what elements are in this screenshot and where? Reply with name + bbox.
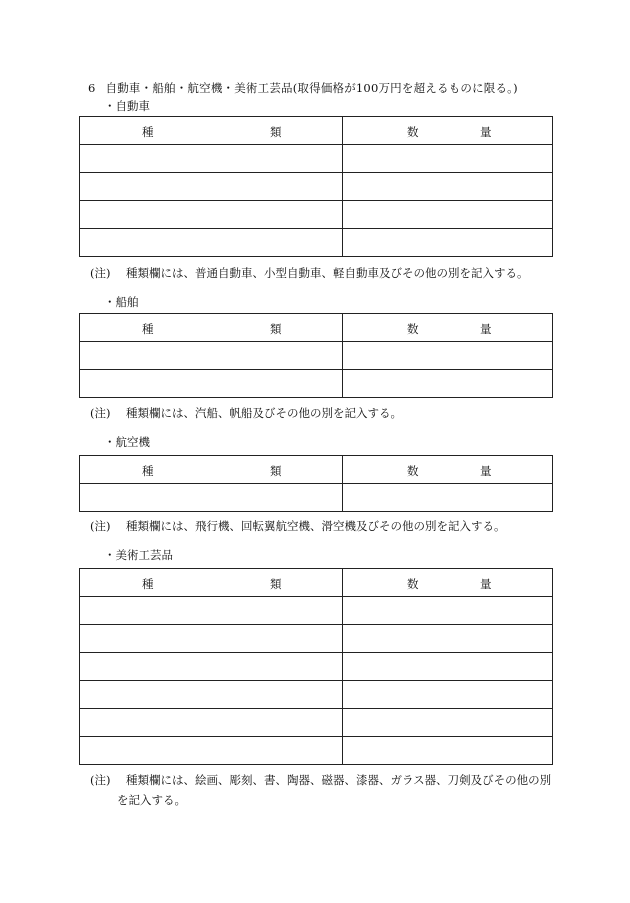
quantity-cell[interactable] bbox=[343, 625, 553, 653]
quantity-header: 数 量 bbox=[343, 314, 553, 342]
art-table bbox=[79, 568, 553, 765]
table-row bbox=[80, 201, 553, 229]
quantity-cell[interactable] bbox=[343, 597, 553, 625]
kind-cell[interactable] bbox=[80, 737, 343, 765]
kind-cell[interactable] bbox=[80, 484, 343, 512]
kind-header: 種 類 bbox=[80, 117, 343, 145]
kind-cell[interactable] bbox=[80, 370, 343, 398]
table-row bbox=[80, 737, 553, 765]
quantity-header: 数 量 bbox=[343, 569, 553, 597]
kind-cell[interactable] bbox=[80, 342, 343, 370]
quantity-cell[interactable] bbox=[343, 173, 553, 201]
quantity-cell[interactable] bbox=[343, 342, 553, 370]
table-row bbox=[80, 229, 553, 257]
quantity-cell[interactable] bbox=[343, 737, 553, 765]
table-row bbox=[80, 597, 553, 625]
art-label: ・美術工芸品 bbox=[104, 548, 173, 562]
quantity-header: 数 量 bbox=[343, 117, 553, 145]
kind-header: 種 類 bbox=[80, 569, 343, 597]
kind-header: 種 類 bbox=[80, 314, 343, 342]
aircraft-note: (注) 種類欄には、飛行機、回転翼航空機、滑空機及びその他の別を記入する。 bbox=[90, 519, 506, 533]
quantity-cell[interactable] bbox=[343, 201, 553, 229]
table-row bbox=[80, 653, 553, 681]
quantity-cell[interactable] bbox=[343, 653, 553, 681]
quantity-cell[interactable] bbox=[343, 681, 553, 709]
kind-cell[interactable] bbox=[80, 653, 343, 681]
quantity-header: 数 量 bbox=[343, 456, 553, 484]
section-heading bbox=[88, 80, 518, 96]
table-row bbox=[80, 484, 553, 512]
ships-label: ・船舶 bbox=[104, 295, 139, 309]
table-row bbox=[80, 173, 553, 201]
art-note-continued: を記入する。 bbox=[117, 793, 186, 807]
quantity-cell[interactable] bbox=[343, 229, 553, 257]
section-title: 自動車・船舶・航空機・美術工芸品(取得価格が100万円を超えるものに限る。) bbox=[105, 81, 518, 95]
ships-table bbox=[79, 313, 553, 398]
kind-cell[interactable] bbox=[80, 625, 343, 653]
table-header-row bbox=[80, 117, 553, 145]
kind-cell[interactable] bbox=[80, 681, 343, 709]
kind-cell[interactable] bbox=[80, 145, 343, 173]
cars-label: ・自動車 bbox=[104, 99, 150, 113]
ships-note: (注) 種類欄には、汽船、帆船及びその他の別を記入する。 bbox=[90, 406, 402, 420]
kind-cell[interactable] bbox=[80, 229, 343, 257]
table-row bbox=[80, 342, 553, 370]
kind-cell[interactable] bbox=[80, 709, 343, 737]
quantity-cell[interactable] bbox=[343, 145, 553, 173]
table-row bbox=[80, 625, 553, 653]
kind-cell[interactable] bbox=[80, 173, 343, 201]
table-header-row bbox=[80, 314, 553, 342]
table-row bbox=[80, 145, 553, 173]
cars-note: (注) 種類欄には、普通自動車、小型自動車、軽自動車及びその他の別を記入する。 bbox=[90, 266, 529, 280]
art-note: (注) 種類欄には、絵画、彫刻、書、陶器、磁器、漆器、ガラス器、刀剣及びその他の別 bbox=[90, 773, 552, 787]
quantity-cell[interactable] bbox=[343, 709, 553, 737]
kind-cell[interactable] bbox=[80, 597, 343, 625]
table-header-row bbox=[80, 569, 553, 597]
quantity-cell[interactable] bbox=[343, 484, 553, 512]
quantity-cell[interactable] bbox=[343, 370, 553, 398]
kind-cell[interactable] bbox=[80, 201, 343, 229]
aircraft-label: ・航空機 bbox=[104, 435, 150, 449]
kind-header: 種 類 bbox=[80, 456, 343, 484]
cars-table bbox=[79, 116, 553, 257]
table-header-row bbox=[80, 456, 553, 484]
aircraft-table bbox=[79, 455, 553, 512]
table-row bbox=[80, 709, 553, 737]
section-number: 6 bbox=[88, 81, 96, 95]
table-row bbox=[80, 370, 553, 398]
table-row bbox=[80, 681, 553, 709]
